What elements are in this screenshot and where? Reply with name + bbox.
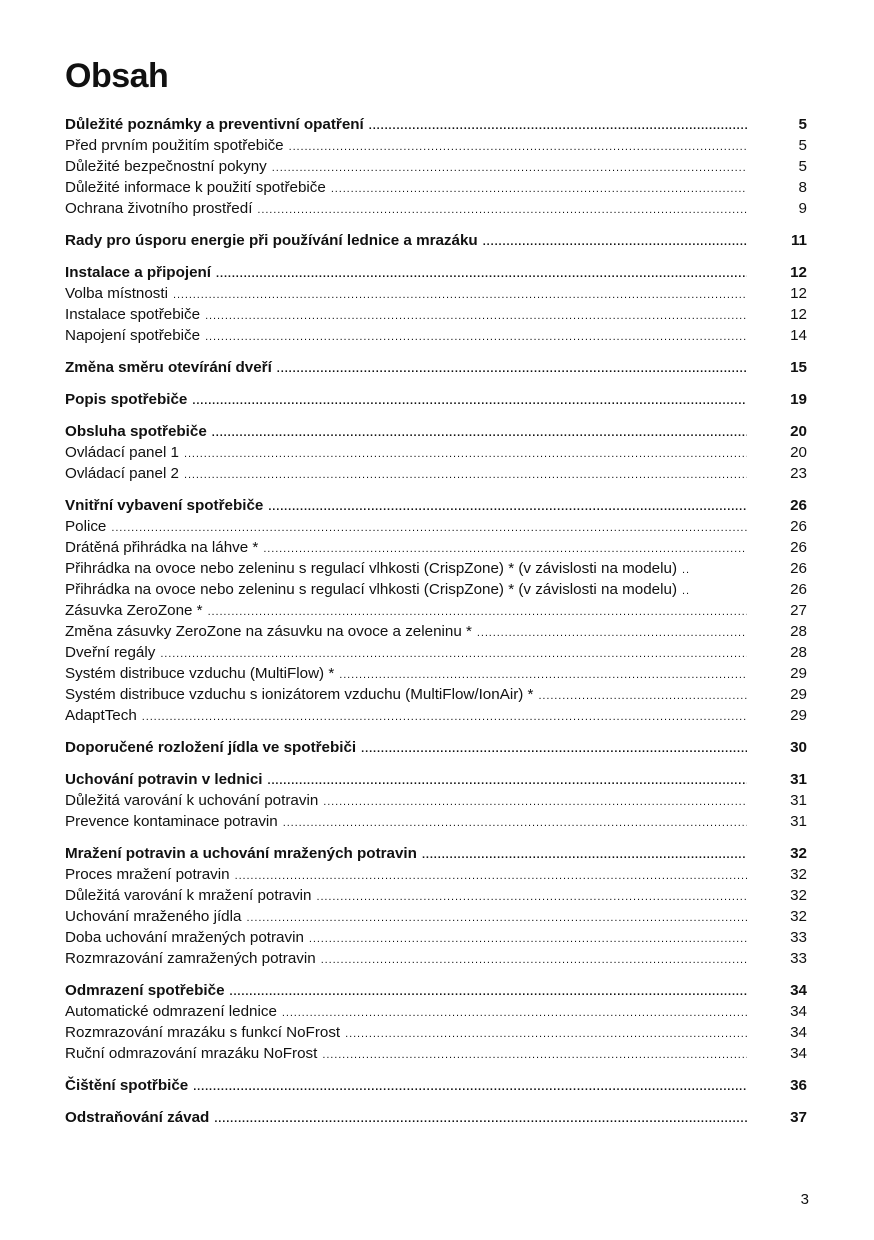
toc-entry-page-number: 27	[790, 602, 807, 619]
toc-entry-page-number: 29	[790, 665, 807, 682]
toc-entry-page-number: 9	[798, 200, 807, 217]
toc-entry[interactable]	[65, 516, 810, 537]
toc-entry-page-number: 19	[790, 391, 807, 408]
toc-entry-title: Důležitá varování k uchování potravin	[65, 792, 319, 809]
toc-entry-title: Důležitá varování k mražení potravin	[65, 887, 312, 904]
toc-entry-text	[65, 537, 749, 560]
dot-leader	[205, 306, 747, 327]
dot-leader	[477, 623, 747, 644]
toc-heading-entry[interactable]	[65, 1075, 810, 1096]
toc-entry-page-number: 34	[790, 1045, 807, 1062]
toc-entry-title: Systém distribuce vzduchu (MultiFlow) *	[65, 665, 335, 682]
toc-entry-text	[65, 642, 749, 665]
toc-entry[interactable]	[65, 442, 810, 463]
toc-entry[interactable]	[65, 948, 810, 969]
toc-entry-text	[65, 811, 749, 834]
toc-heading-entry[interactable]	[65, 357, 810, 378]
toc-entry-text	[65, 495, 749, 518]
toc-entry-page-number: 5	[798, 158, 807, 175]
toc-entry-page-number: 12	[790, 306, 807, 323]
toc-entry-title: Důležité poznámky a preventivní opatření	[65, 116, 364, 133]
toc-entry-title: Odstraňování závad	[65, 1109, 210, 1126]
toc-entry-page-number: 34	[790, 982, 807, 999]
toc-entry-text	[65, 325, 749, 348]
toc-entry-page-number: 33	[790, 950, 807, 967]
dot-leader	[321, 950, 747, 971]
dot-leader	[192, 391, 747, 412]
toc-entry-text	[65, 516, 749, 539]
toc-entry[interactable]	[65, 684, 810, 705]
dot-leader	[246, 908, 747, 929]
dot-leader	[323, 792, 747, 813]
toc-entry[interactable]	[65, 325, 810, 346]
toc-entry-text	[65, 177, 749, 200]
toc-entry[interactable]	[65, 600, 810, 621]
toc-entry-page-number: 28	[790, 644, 807, 661]
toc-entry-title: Instalace spotřebiče	[65, 306, 201, 323]
toc-entry-title: Před prvním použitím spotřebiče	[65, 137, 284, 154]
toc-section	[65, 495, 810, 726]
toc-entry-page-number: 31	[790, 771, 807, 788]
toc-entry-page-number: 20	[790, 444, 807, 461]
toc-entry[interactable]	[65, 1022, 810, 1043]
dot-leader	[331, 179, 747, 200]
toc-entry-text	[65, 283, 749, 306]
toc-entry[interactable]	[65, 906, 810, 927]
toc-entry-page-number: 20	[790, 423, 807, 440]
toc-entry-text	[65, 357, 749, 380]
toc-entry-text	[65, 927, 749, 950]
toc-entry-text	[65, 1001, 749, 1024]
toc-section	[65, 769, 810, 832]
toc-entry-page-number: 26	[790, 539, 807, 556]
toc-heading-entry[interactable]	[65, 262, 810, 283]
toc-entry-title: Obsluha spotřebiče	[65, 423, 207, 440]
toc-heading-entry[interactable]	[65, 980, 810, 1001]
toc-heading-entry[interactable]	[65, 389, 810, 410]
dot-leader	[282, 1003, 747, 1024]
toc-entry-title: Napojení spotřebiče	[65, 327, 201, 344]
toc-entry-title: Změna směru otevírání dveří	[65, 359, 272, 376]
toc-entry-text	[65, 558, 749, 581]
toc-entry-page-number: 29	[790, 707, 807, 724]
toc-entry-text	[65, 684, 749, 707]
toc-entry-text	[65, 442, 749, 465]
toc-entry-text	[65, 463, 749, 486]
toc-entry-page-number: 33	[790, 929, 807, 946]
toc-section	[65, 357, 810, 378]
toc-entry-page-number: 15	[790, 359, 807, 376]
toc-section	[65, 1075, 810, 1096]
toc-entry[interactable]	[65, 156, 810, 177]
toc-section	[65, 421, 810, 484]
toc-entry-title: Doporučené rozložení jídla ve spotřebiči	[65, 739, 357, 756]
toc-entry-title: Ovládací panel 1	[65, 444, 179, 461]
toc-heading-entry[interactable]	[65, 114, 810, 135]
toc-entry-text	[65, 906, 749, 929]
dot-leader	[205, 327, 747, 348]
toc-entry-text	[65, 864, 749, 887]
toc-entry-text	[65, 1075, 749, 1098]
toc-entry-text	[65, 389, 749, 412]
toc-entry-title: Systém distribuce vzduchu s ionizátorem vzduchu (MultiFlow/IonAir) *	[65, 686, 534, 703]
toc-entry-text	[65, 663, 749, 686]
toc-section	[65, 262, 810, 346]
toc-entry-text	[65, 579, 749, 602]
dot-leader	[263, 539, 747, 560]
toc-entry-text	[65, 156, 749, 179]
toc-entry-title: AdaptTech	[65, 707, 137, 724]
toc-entry-text	[65, 230, 749, 253]
toc-entry-text	[65, 1022, 749, 1045]
toc-entry-text	[65, 114, 749, 137]
toc-entry[interactable]	[65, 885, 810, 906]
toc-entry[interactable]	[65, 790, 810, 811]
toc-entry-title: Ruční odmrazování mrazáku NoFrost	[65, 1045, 318, 1062]
dot-leader	[230, 982, 747, 1003]
toc-section	[65, 980, 810, 1064]
toc-entry-page-number: 34	[790, 1024, 807, 1041]
toc-entry-title: Drátěná přihrádka na láhve *	[65, 539, 259, 556]
toc-entry-page-number: 26	[790, 518, 807, 535]
toc-entry[interactable]	[65, 927, 810, 948]
toc-entry-text	[65, 705, 749, 728]
toc-entry[interactable]	[65, 198, 810, 219]
dot-leader	[268, 497, 747, 518]
toc-entry-title: Čištění spotřbiče	[65, 1077, 189, 1094]
dot-leader	[267, 771, 747, 792]
toc-entry-text	[65, 600, 749, 623]
dot-leader	[277, 359, 747, 380]
dot-leader	[142, 707, 747, 728]
toc-entry-title: Přihrádka na ovoce nebo zeleninu s regulací vlhkosti (CrispZone) * (v závislosti na modelu)	[65, 560, 678, 577]
dot-leader	[257, 200, 747, 221]
toc-entry[interactable]	[65, 663, 810, 684]
toc-entry-title: Důležité bezpečnostní pokyny	[65, 158, 267, 175]
toc-entry[interactable]	[65, 705, 810, 726]
dot-leader	[483, 232, 747, 253]
toc-heading-entry[interactable]	[65, 230, 810, 251]
dot-leader	[283, 813, 747, 834]
toc-entry-page-number: 14	[790, 327, 807, 344]
dot-leader	[193, 1077, 747, 1098]
toc-entry-page-number: 12	[790, 285, 807, 302]
toc-entry[interactable]	[65, 579, 810, 600]
toc-entry[interactable]	[65, 621, 810, 642]
toc-entry-page-number: 34	[790, 1003, 807, 1020]
page-title: Obsah	[65, 57, 169, 95]
table-of-contents	[65, 114, 810, 1139]
toc-entry-text	[65, 1043, 749, 1066]
toc-entry-text	[65, 304, 749, 327]
toc-entry-text	[65, 790, 749, 813]
dot-leader	[682, 560, 690, 581]
toc-entry-text	[65, 843, 749, 866]
dot-leader	[309, 929, 747, 950]
dot-leader	[214, 1109, 747, 1130]
dot-leader	[289, 137, 747, 158]
toc-entry-title: Mražení potravin a uchování mražených potravin	[65, 845, 417, 862]
toc-entry-page-number: 26	[790, 497, 807, 514]
toc-entry-page-number: 23	[790, 465, 807, 482]
toc-section	[65, 1107, 810, 1128]
toc-section	[65, 843, 810, 969]
dot-leader	[111, 518, 747, 539]
toc-entry-page-number: 30	[790, 739, 807, 756]
toc-entry-text	[65, 262, 749, 285]
toc-entry[interactable]	[65, 558, 810, 579]
toc-entry-text	[65, 769, 749, 792]
toc-entry-page-number: 32	[790, 908, 807, 925]
toc-entry[interactable]	[65, 1043, 810, 1064]
toc-entry-page-number: 12	[790, 264, 807, 281]
toc-entry-text	[65, 737, 749, 760]
toc-entry-text	[65, 198, 749, 221]
toc-entry-page-number: 31	[790, 813, 807, 830]
toc-entry-title: Police	[65, 518, 107, 535]
toc-entry-page-number: 32	[790, 866, 807, 883]
toc-entry[interactable]	[65, 864, 810, 885]
toc-entry-title: Proces mražení potravin	[65, 866, 230, 883]
toc-heading-entry[interactable]	[65, 843, 810, 864]
page-number: 3	[800, 1191, 809, 1208]
dot-leader	[173, 285, 747, 306]
toc-entry-page-number: 26	[790, 581, 807, 598]
dot-leader	[322, 1045, 747, 1066]
toc-entry-text	[65, 135, 749, 158]
toc-heading-entry[interactable]	[65, 1107, 810, 1128]
toc-entry-title: Instalace a připojení	[65, 264, 212, 281]
toc-entry-page-number: 32	[790, 845, 807, 862]
dot-leader	[184, 444, 747, 465]
dot-leader	[317, 887, 748, 908]
dot-leader	[538, 686, 747, 707]
toc-entry-text	[65, 948, 749, 971]
toc-entry-title: Dveřní regály	[65, 644, 156, 661]
toc-entry-title: Změna zásuvky ZeroZone na zásuvku na ovoce a zeleninu *	[65, 623, 472, 640]
toc-entry[interactable]	[65, 177, 810, 198]
toc-entry-text	[65, 421, 749, 444]
toc-entry[interactable]	[65, 463, 810, 484]
toc-entry-title: Volba místnosti	[65, 285, 168, 302]
toc-entry-title: Rady pro úsporu energie při používání lednice a mrazáku	[65, 232, 478, 249]
toc-heading-entry[interactable]	[65, 421, 810, 442]
toc-entry-page-number: 8	[798, 179, 807, 196]
toc-entry-page-number: 32	[790, 887, 807, 904]
toc-entry-title: Automatické odmrazení lednice	[65, 1003, 277, 1020]
toc-entry-page-number: 5	[798, 137, 807, 154]
dot-leader	[235, 866, 747, 887]
toc-entry-page-number: 31	[790, 792, 807, 809]
toc-section	[65, 114, 810, 219]
toc-entry-text	[65, 1107, 749, 1130]
dot-leader	[160, 644, 747, 665]
toc-entry-page-number: 5	[798, 116, 807, 133]
toc-entry-title: Odmrazení spotřebiče	[65, 982, 225, 999]
toc-entry[interactable]	[65, 304, 810, 325]
toc-entry-page-number: 11	[790, 232, 807, 249]
toc-entry[interactable]	[65, 537, 810, 558]
toc-entry-text	[65, 980, 749, 1003]
toc-entry-page-number: 37	[790, 1109, 807, 1126]
toc-entry-title: Popis spotřebiče	[65, 391, 188, 408]
dot-leader	[184, 465, 747, 486]
toc-heading-entry[interactable]	[65, 769, 810, 790]
toc-entry[interactable]	[65, 642, 810, 663]
dot-leader	[339, 665, 747, 686]
dot-leader	[272, 158, 747, 179]
toc-entry-title: Uchování mraženého jídla	[65, 908, 242, 925]
toc-entry-title: Prevence kontaminace potravin	[65, 813, 278, 830]
toc-entry[interactable]	[65, 283, 810, 304]
toc-entry-title: Zásuvka ZeroZone *	[65, 602, 203, 619]
toc-entry-page-number: 36	[790, 1077, 807, 1094]
dot-leader	[345, 1024, 747, 1045]
dot-leader	[208, 602, 747, 623]
toc-entry-title: Přihrádka na ovoce nebo zeleninu s regulací vlhkosti (CrispZone) * (v závislosti na modelu)	[65, 581, 678, 598]
toc-section	[65, 737, 810, 758]
toc-entry[interactable]	[65, 1001, 810, 1022]
toc-entry-title: Ovládací panel 2	[65, 465, 179, 482]
toc-entry-title: Ochrana životního prostředí	[65, 200, 253, 217]
toc-entry-title: Důležité informace k použití spotřebiče	[65, 179, 326, 196]
dot-leader	[361, 739, 747, 760]
dot-leader	[422, 845, 747, 866]
toc-entry[interactable]	[65, 135, 810, 156]
toc-entry-title: Rozmrazování mrazáku s funkcí NoFrost	[65, 1024, 341, 1041]
toc-heading-entry[interactable]	[65, 737, 810, 758]
toc-entry-title: Uchování potravin v lednici	[65, 771, 263, 788]
toc-entry-page-number: 28	[790, 623, 807, 640]
toc-entry-title: Doba uchování mražených potravin	[65, 929, 304, 946]
toc-entry-page-number: 29	[790, 686, 807, 703]
dot-leader	[212, 423, 747, 444]
toc-section	[65, 389, 810, 410]
toc-entry-page-number: 26	[790, 560, 807, 577]
toc-entry-text	[65, 621, 749, 644]
toc-entry-title: Vnitřní vybavení spotřebiče	[65, 497, 264, 514]
dot-leader	[369, 116, 747, 137]
toc-entry-text	[65, 885, 749, 908]
toc-entry[interactable]	[65, 811, 810, 832]
dot-leader	[682, 581, 690, 602]
toc-section	[65, 230, 810, 251]
dot-leader	[216, 264, 747, 285]
toc-heading-entry[interactable]	[65, 495, 810, 516]
toc-entry-title: Rozmrazování zamražených potravin	[65, 950, 316, 967]
